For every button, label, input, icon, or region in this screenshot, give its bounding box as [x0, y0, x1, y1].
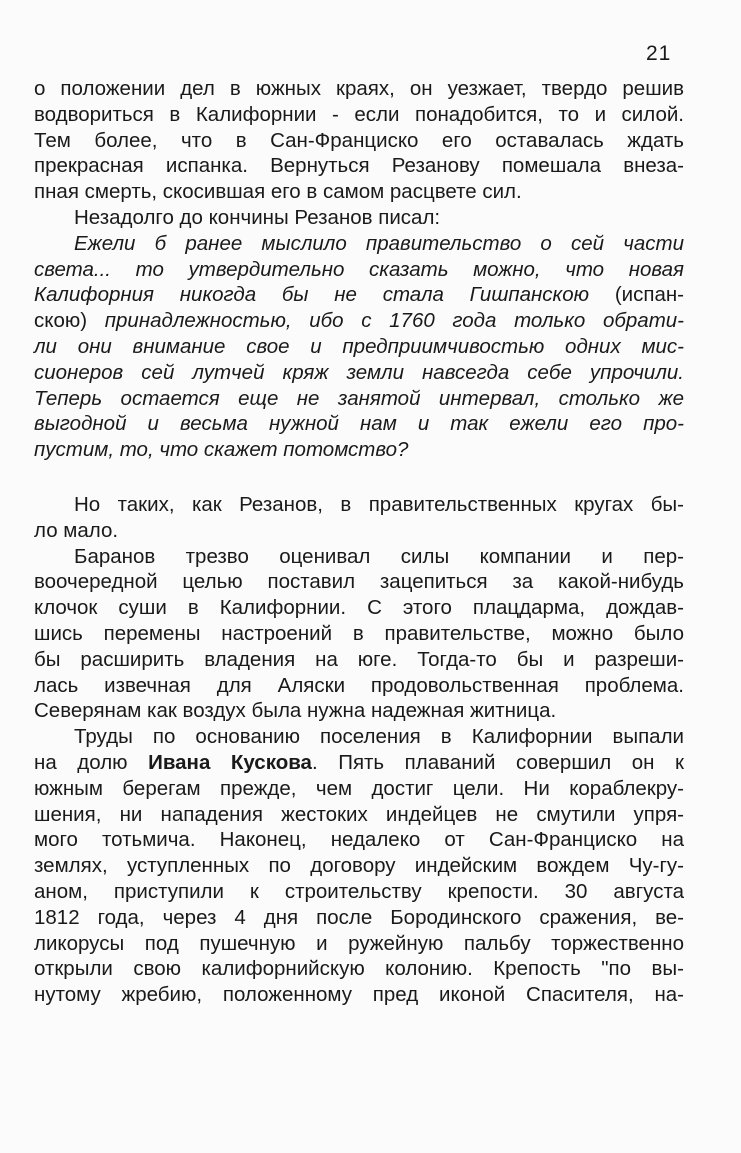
person-name: Ивана Кускова	[148, 750, 312, 774]
text-line: мого тотьмича. Наконец, недалеко от Сан-Франциско на	[34, 828, 684, 852]
quote-line-mixed	[34, 308, 684, 334]
text-line: клочок суши в Калифорнии. С этого плацдарма, дождав-	[34, 596, 684, 620]
text-line: Но таких, как Резанов, в правительственных кругах бы-	[74, 492, 684, 516]
text-line: Северянам как воздух была нужна надежная житница.	[34, 699, 557, 723]
quote-line: Ежели б ранее мыслило правительство о сей части	[74, 231, 684, 255]
text-line: пная смерть, скосившая его в самом расцвете сил.	[34, 180, 522, 204]
quote-line: сионеров сей лутчей кряж земли навсегда себе упрочили.	[34, 360, 684, 384]
quote-fragment: (испан-	[614, 283, 685, 307]
text-line: 1812 года, через 4 дня после Бородинского сражения, ве-	[34, 905, 684, 929]
quote-line: света... то утвердительно сказать можно, что новая	[34, 257, 684, 281]
text-line: ло мало.	[34, 518, 119, 542]
quote-line: пустим, то, что скажет потомство?	[34, 438, 409, 462]
text-line: Тем более, что в Сан-Франциско его оставалась ждать	[34, 128, 684, 152]
page-number: 21	[646, 42, 672, 65]
text-line: прекрасная испанка. Вернуться Резанову помешала внеза-	[34, 154, 684, 178]
text-line: открыли свою калифорнийскую колонию. Крепость "по вы-	[34, 957, 684, 981]
quote-fragment: скою)	[34, 309, 88, 333]
quote-line-mixed	[34, 282, 684, 308]
text-line: шения, ни нападения жестоких индейцев не смутили упря-	[34, 802, 684, 826]
text-line: шись перемены настроений в правительстве, можно было	[34, 621, 684, 645]
text-line: землях, уступленных по договору индейским вождем Чу-гу-	[34, 854, 684, 878]
text-line: Труды по основанию поселения в Калифорнии выпали	[74, 725, 684, 749]
paragraph-gap	[34, 463, 684, 492]
text-line: ликорусы под пушечную и ружейную пальбу торжественно	[34, 931, 684, 955]
text-line: бы расширить владения на юге. Тогда-то бы и разреши-	[34, 647, 684, 671]
text-line-mixed	[34, 750, 684, 776]
text-line: о положении дел в южных краях, он уезжает, твердо решив	[34, 77, 684, 100]
text-line: южным берегам прежде, чем достиг цели. Ни кораблекру-	[34, 776, 684, 800]
text-line: Незадолго до кончины Резанов писал:	[74, 205, 441, 229]
quote-fragment: принадлежностью, ибо с 1760 года только обрати-	[104, 309, 684, 333]
text-line: водвориться в Калифорнии - если понадобится, то и силой.	[34, 102, 684, 126]
page-text	[34, 76, 684, 1008]
quote-fragment: Калифорния никогда бы не стала Гишпанскою	[34, 283, 590, 307]
text-fragment: . Пять плаваний совершил он к	[311, 750, 684, 774]
text-line: лась извечная для Аляски продовольственная проблема.	[34, 673, 684, 697]
quote-line: ли они внимание свое и предприимчивостью одних мис-	[34, 334, 684, 358]
quote-line: Теперь остается еще не занятой интервал, столько же	[34, 386, 684, 410]
quote-line: выгодной и весьма нужной нам и так ежели его про-	[34, 412, 684, 436]
text-line: воочередной целью поставил зацепиться за какой-нибудь	[34, 570, 684, 594]
text-line: Баранов трезво оценивал силы компании и пер-	[74, 544, 684, 568]
text-fragment: на долю	[34, 750, 128, 774]
text-line: аном, приступили к строительству крепости. 30 августа	[34, 879, 684, 903]
text-line: нутому жребию, положенному пред иконой Спасителя, на-	[34, 983, 684, 1007]
